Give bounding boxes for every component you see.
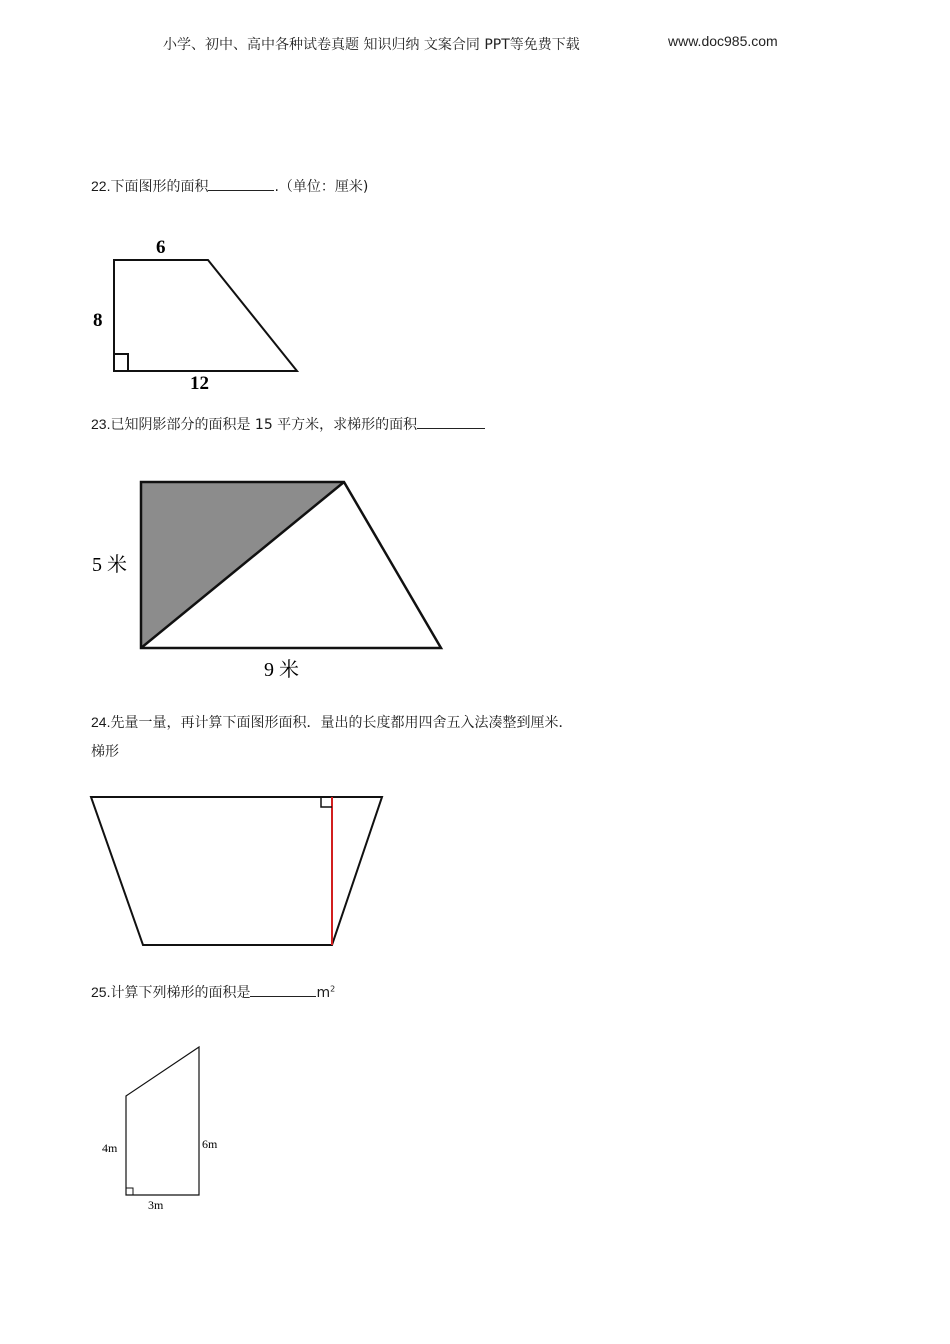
- question-text: 下面图形的面积: [110, 179, 209, 195]
- question-text: 计算下列梯形的面积是: [110, 985, 251, 1001]
- label-left: 4m: [102, 1141, 118, 1155]
- figure-25-trapezoid: [95, 1035, 235, 1220]
- question-number: 23.: [91, 416, 111, 432]
- trapezoid-shape: [126, 1047, 199, 1195]
- figure-22-trapezoid: [80, 230, 320, 400]
- question-25: [91, 982, 335, 1002]
- trapezoid-shape: [91, 797, 382, 945]
- trapezoid-shape: [114, 260, 297, 371]
- answer-blank[interactable]: [417, 416, 485, 429]
- question-23: [91, 414, 485, 434]
- question-suffix: .（单位：厘米): [274, 179, 369, 195]
- question-22: [91, 176, 368, 196]
- question-number: 24.: [91, 714, 111, 730]
- figure-24-trapezoid: [80, 785, 400, 955]
- question-24-subtitle: [91, 741, 119, 761]
- header-site-link[interactable]: www.doc985.com: [668, 33, 778, 49]
- right-angle-mark: [114, 354, 128, 371]
- question-text: 先量一量，再计算下面图形面积．量出的长度都用四舍五入法凑整到厘米．: [110, 715, 573, 731]
- unit: m: [316, 985, 331, 1001]
- answer-blank[interactable]: [208, 178, 274, 191]
- question-24: [91, 712, 572, 732]
- right-angle-mark: [321, 797, 332, 807]
- label-top: 6: [156, 237, 166, 258]
- label-bottom: 12: [190, 373, 209, 394]
- header-text: 小学、初中、高中各种试卷真题 知识归纳 文案合同 PPT等免费下载: [163, 37, 580, 53]
- question-text: 已知阴影部分的面积是 15 平方米，求梯形的面积: [110, 417, 418, 433]
- label-left: 8: [93, 310, 103, 331]
- label-height: 5 米: [92, 554, 127, 576]
- question-number: 22.: [91, 178, 111, 194]
- figure-23-trapezoid: [80, 470, 460, 690]
- question-number: 25.: [91, 984, 111, 1000]
- unit-superscript: 2: [330, 984, 336, 994]
- label-bottom: 3m: [148, 1198, 164, 1212]
- label-base: 9 米: [264, 659, 299, 681]
- answer-blank[interactable]: [250, 984, 316, 997]
- page-header: [0, 32, 950, 54]
- shape-name: 梯形: [91, 744, 119, 760]
- right-angle-mark: [126, 1188, 133, 1195]
- label-right: 6m: [202, 1137, 218, 1151]
